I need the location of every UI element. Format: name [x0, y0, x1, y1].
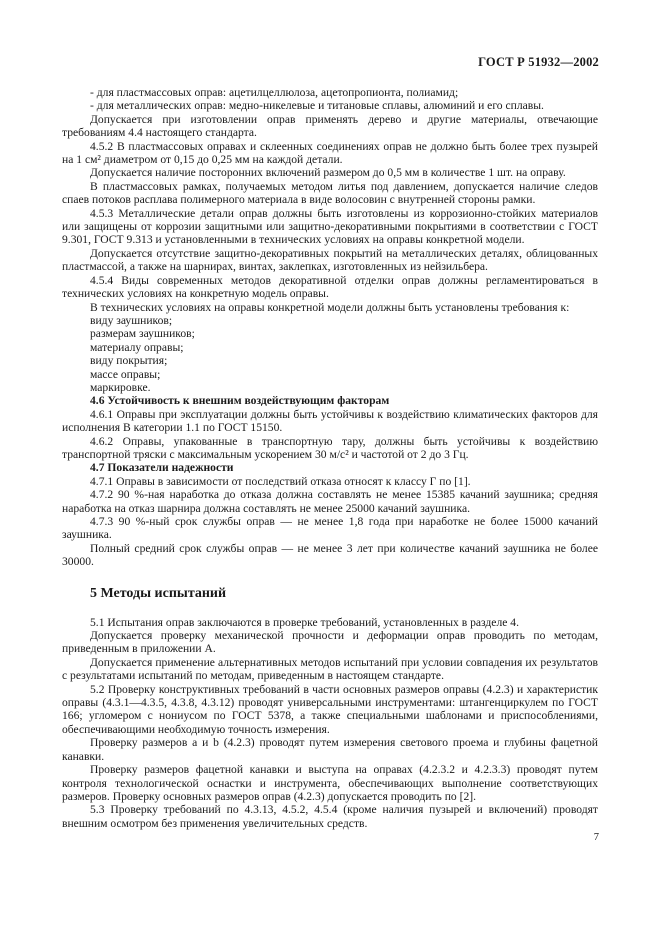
paragraph: Проверку размеров фацетной канавки и выступа на оправах (4.2.3.2 и 4.2.3.3) проводят путем контроля технологической оснастки и инструмента, обеспечивающих выполнение соответствующих размеров. Проверку основных размеров оправ (4.2.3) допускается проводить по [2].: [62, 763, 598, 803]
paragraph: 5.3 Проверку требований по 4.3.13, 4.5.2, 4.5.4 (кроме наличия пузырей и включений) проводят внешним осмотром без применения увеличительных средств.: [62, 803, 598, 830]
test-methods-section: [62, 616, 598, 831]
document-header: ГОСТ Р 51932—2002: [478, 55, 599, 69]
subsection-heading: 4.7 Показатели надежности: [90, 461, 234, 475]
paragraph: 5.1 Испытания оправ заключаются в проверке требований, установленных в разделе 4.: [90, 615, 519, 629]
paragraph: 4.5.3 Металлические детали оправ должны быть изготовлены из коррозионно-стойких материалов или защищены от коррозии защитными или защитно-декоративными покрытиями в соответствии с ГОСТ 9.301, ГОСТ 9.313 и установленными в технических условиях на оправы конкретной модели.: [62, 206, 598, 247]
paragraph: маркировке.: [90, 380, 151, 394]
paragraph: виду покрытия;: [90, 354, 168, 368]
paragraph: - для пластмассовых оправ: ацетилцеллюлоза, ацетопропионта, полиамид;: [90, 86, 459, 99]
paragraph: 4.7.3 90 %-ный срок службы оправ — не менее 1,8 года при наработке не более 15000 качаний заушника.: [62, 515, 598, 542]
paragraph: размерам заушников;: [90, 327, 195, 341]
paragraph: 4.7.1 Оправы в зависимости от последствий отказа относят к классу Г по [1].: [90, 474, 471, 488]
paragraph: материалу оправы;: [90, 340, 184, 354]
paragraph: Допускается применение альтернативных методов испытаний при условии совпадения их результатов с результатами испытаний по методам, приведенным в настоящем стандарте.: [62, 655, 598, 683]
requirements-section: [62, 86, 598, 569]
paragraph: В технических условиях на оправы конкретной модели должны быть установлены требования к:: [90, 300, 570, 314]
paragraph: 4.5.2 В пластмассовых оправах и склеенных соединениях оправ не должно быть более трех пузырей на 1 см² диаметром от 0,15 до 0,25 мм на каждой детали.: [62, 139, 598, 167]
page-number: 7: [593, 832, 599, 843]
paragraph: виду заушников;: [90, 313, 173, 327]
paragraph: Допускается отсутствие защитно-декоративных покрытий на металлических деталях, облицованных пластмассой, а также на шарнирах, винтах, заклепках, изготовленных из нейзильбера.: [62, 246, 598, 274]
subsection-heading: 4.6 Устойчивость к внешним воздействующим факторам: [90, 394, 390, 408]
paragraph: Проверку размеров a и b (4.2.3) проводят путем измерения светового проема и глубины фацетной канавки.: [62, 736, 598, 763]
paragraph: - для металлических оправ: медно-никелевые и титановые сплавы, алюминий и его сплавы.: [90, 99, 544, 113]
section-title: 5 Методы испытаний: [90, 585, 227, 601]
paragraph: 4.6.1 Оправы при эксплуатации должны быть устойчивы к воздействию климатических факторов для исполнения В категории 1.1 по ГОСТ 15150.: [62, 407, 598, 435]
paragraph: 4.5.4 Виды современных методов декоративной отделки оправ должны регламентироваться в технических условиях на конкретную модель оправы.: [62, 273, 598, 301]
paragraph: массе оправы;: [90, 367, 161, 381]
paragraph: Полный средний срок службы оправ — не менее 3 лет при количестве качаний заушника не более 30000.: [62, 541, 598, 569]
document-body: [62, 86, 598, 830]
paragraph: 4.7.2 90 %-ная наработка до отказа должна составлять не менее 15385 качаний заушника; средняя наработка на отказ шарнира должна составлять не менее 25000 качаний заушника.: [62, 488, 598, 515]
paragraph: 5.2 Проверку конструктивных требований в части основных размеров оправы (4.2.3) и характеристик оправы (4.3.1—4.3.5, 4.3.8, 4.3.12) проводят универсальными инструментами: штангенциркулем по ГОСТ 166; угломером с нониусом по ГОСТ 5378, а также специальными шаблонами и приспособлениями, обеспечивающими необходимую точность измерения.: [62, 682, 598, 736]
paragraph: Допускается при изготовлении оправ применять дерево и другие материалы, отвечающие требованиям 4.4 настоящего стандарта.: [62, 112, 598, 140]
paragraph: Допускается наличие посторонних включений размером до 0,5 мм в количестве 1 шт. на оправу.: [90, 166, 566, 180]
paragraph: Допускается проверку механической прочности и деформации оправ проводить по методам, приведенным в приложении А.: [62, 629, 598, 656]
paragraph: 4.6.2 Оправы, упакованные в транспортную тару, должны быть устойчивы к воздействию транспортной тряски с максимальным ускорением 30 м/с² и частотой от 2 до 3 Гц.: [62, 434, 598, 461]
paragraph: В пластмассовых рамках, получаемых методом литья под давлением, допускается наличие следов спаев потоков расплава полимерного материала в виде волосовин с внутренней стороны рамки.: [62, 179, 598, 207]
